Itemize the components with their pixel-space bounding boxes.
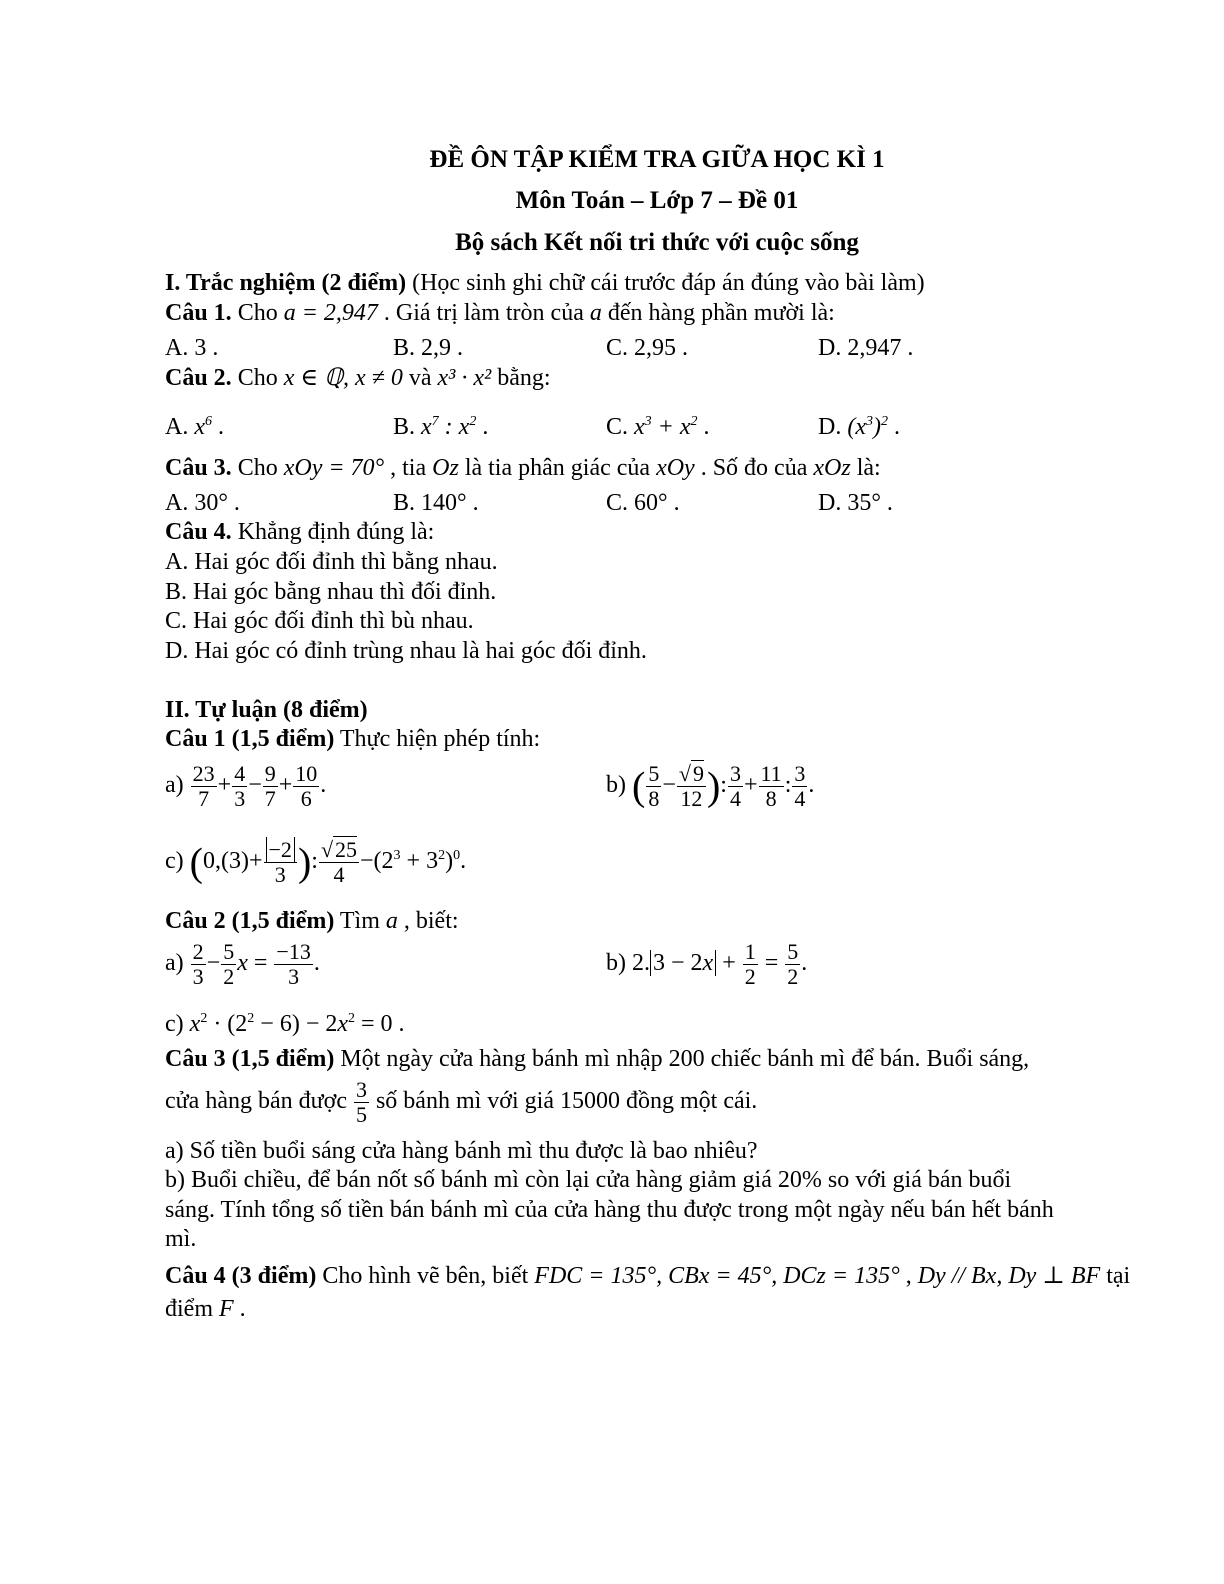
p2q1-line bbox=[165, 725, 540, 753]
q4-line bbox=[165, 518, 434, 546]
p2q3-text: số bánh mì với giá 15000 đồng một cái. bbox=[369, 1088, 758, 1115]
p2q3-label: Câu 3 (1,5 điểm) bbox=[165, 1046, 335, 1072]
p2q2-var: a bbox=[385, 908, 398, 934]
q1-option-c: C. 2,95 . bbox=[606, 335, 689, 361]
q3-text: , tia bbox=[384, 455, 433, 481]
p2q2-label: Câu 2 (1,5 điểm) bbox=[165, 908, 335, 934]
q3-text: . Số đo của bbox=[694, 455, 814, 481]
q1-var: a bbox=[589, 300, 602, 326]
exam-subject: Môn Toán – Lớp 7 – Đề 01 bbox=[515, 187, 799, 214]
p2q2-a-expression: a) $\frac{2}{3}$ − $\frac{5}{2}$ x = $\frac{-13}{3}$ . bbox=[165, 939, 320, 989]
q4-option-a: A. Hai góc đối đỉnh thì bằng nhau. bbox=[165, 549, 498, 575]
q2-math: x ∈ ℚ, x ≠ 0 bbox=[283, 365, 403, 391]
q3-option-a: A. 30° . bbox=[165, 490, 240, 516]
part1-heading-line bbox=[165, 269, 925, 297]
q1-label: Câu 1. bbox=[165, 300, 232, 326]
p2q3-line bbox=[165, 1045, 1029, 1073]
q3-text: Cho bbox=[231, 455, 284, 481]
part2-heading: II. Tự luận (8 điểm) bbox=[165, 697, 368, 723]
q3-text: là tia phân giác của bbox=[458, 455, 657, 481]
q2-text: bằng: bbox=[491, 365, 551, 391]
q1-math: a = 2,947 bbox=[283, 300, 378, 326]
p2q4-text: . bbox=[233, 1296, 246, 1322]
p2q2-b-expression: b) 2. 3 − 2x + $\frac{1}{2}$ = $\frac{5}{2}$ . bbox=[606, 939, 808, 989]
p2q4-math: Dy // Bx, Dy ⊥ BF bbox=[917, 1263, 1101, 1289]
q4-option-d: D. Hai góc có đỉnh trùng nhau là hai góc đối đỉnh. bbox=[165, 638, 647, 664]
p2q1-text: Thực hiện phép tính: bbox=[334, 726, 541, 752]
exam-book: Bộ sách Kết nối tri thức với cuộc sống bbox=[455, 229, 859, 256]
q3-line bbox=[165, 454, 881, 482]
q4-text: Khẳng định đúng là: bbox=[231, 519, 435, 545]
p2q4-text: điểm bbox=[165, 1296, 219, 1322]
p2q4-text: Cho hình vẽ bên, biết bbox=[316, 1263, 535, 1289]
p2q4-var: F bbox=[219, 1296, 234, 1322]
p2q1-a-expression: a) $\frac{23}{7}$ + $\frac{4}{3}$ − $\frac{9}{7}$ + $\frac{10}{6}$ . bbox=[165, 761, 327, 811]
q1-text: Cho bbox=[231, 300, 284, 326]
p2q2-text: Tìm bbox=[334, 908, 386, 934]
p2q2-c-expression: c) $x^2 \cdot (2^2 - 6) - 2x^2 = 0$ . bbox=[165, 1011, 405, 1037]
p2q1-b-expression: b) ( $\frac{5}{8}$ − $\frac{√9}{12}$ ): $\frac{3}{4}$ + $\frac{11}{8}$ : $\frac{3}{4}$ . bbox=[606, 761, 815, 811]
q3-text: là: bbox=[850, 455, 881, 481]
p2q3-b-line1: b) Buổi chiều, để bán nốt số bánh mì còn lại cửa hàng giảm giá 20% so với giá bán buổi bbox=[165, 1167, 1012, 1193]
p2q4-text: , bbox=[899, 1263, 918, 1289]
q1-option-b: B. 2,9 . bbox=[393, 335, 464, 361]
fraction-3-5: $\frac{3}{5}$ bbox=[355, 1077, 367, 1127]
q2-option-c: C. $x^3 + x^2$ . bbox=[606, 414, 710, 440]
q2-option-b: B. $x^7$ : $x^2$ . bbox=[393, 414, 489, 440]
q2-text: và bbox=[402, 365, 438, 391]
p2q3-b-line3: mì. bbox=[165, 1226, 197, 1252]
p2q3-text: Một ngày cửa hàng bánh mì nhập 200 chiếc bánh mì để bán. Buổi sáng, bbox=[334, 1046, 1030, 1072]
q2-option-d: D. $(x^3)^2$ . bbox=[818, 414, 900, 440]
q2-text: Cho bbox=[231, 365, 284, 391]
q3-option-c: C. 60° . bbox=[606, 490, 680, 516]
p2q3-a: a) Số tiền buổi sáng cửa hàng bánh mì thu được là bao nhiêu? bbox=[165, 1138, 758, 1164]
p2q4-line bbox=[165, 1262, 1130, 1290]
q4-option-c: C. Hai góc đối đỉnh thì bù nhau. bbox=[165, 608, 474, 634]
q1-text: . Giá trị làm tròn của bbox=[377, 300, 590, 326]
q1-option-a: A. 3 . bbox=[165, 335, 219, 361]
p2q1-label: Câu 1 (1,5 điểm) bbox=[165, 726, 335, 752]
p2q4-math: FDC = 135°, CBx = 45°, DCz = 135° bbox=[534, 1263, 900, 1289]
q3-math: xOz bbox=[813, 455, 851, 481]
exam-title: ĐỀ ÔN TẬP KIỂM TRA GIỮA HỌC KÌ 1 bbox=[429, 146, 885, 173]
p2q2-text: , biết: bbox=[397, 908, 459, 934]
p2q2-line bbox=[165, 907, 459, 935]
q1-option-d: D. 2,947 . bbox=[818, 335, 914, 361]
part1-heading: I. Trắc nghiệm (2 điểm) bbox=[165, 270, 407, 296]
q3-math: xOy = 70° bbox=[283, 455, 385, 481]
p2q1-c-expression: c) (0,(3)+ $\frac{-2}{3}$ ): $\frac{√25}{4}$ $-(2^3 + 3^2)^0$. bbox=[165, 837, 467, 887]
q4-label: Câu 4. bbox=[165, 519, 232, 545]
q2-label: Câu 2. bbox=[165, 365, 232, 391]
p2q4-line2 bbox=[165, 1295, 246, 1323]
q3-option-b: B. 140° . bbox=[393, 490, 479, 516]
q2-math: x³ · x² bbox=[437, 365, 492, 391]
q2-line bbox=[165, 364, 551, 392]
q3-option-d: D. 35° . bbox=[818, 490, 893, 516]
q1-text: đến hàng phần mười là: bbox=[601, 300, 835, 326]
p2q3-b-line2: sáng. Tính tổng số tiền bán bánh mì của cửa hàng thu được trong một ngày nếu bán hết bánh bbox=[165, 1197, 1054, 1223]
p2q4-text: tại bbox=[1100, 1263, 1131, 1289]
p2q3-text: cửa hàng bán được bbox=[165, 1088, 353, 1115]
q3-math: Oz bbox=[432, 455, 459, 481]
q1-line bbox=[165, 299, 835, 327]
part1-instruction: (Học sinh ghi chữ cái trước đáp án đúng vào bài làm) bbox=[406, 270, 925, 296]
q3-math: xOy bbox=[656, 455, 695, 481]
q3-label: Câu 3. bbox=[165, 455, 232, 481]
q4-option-b: B. Hai góc bằng nhau thì đối đỉnh. bbox=[165, 579, 497, 605]
p2q3-line2 bbox=[165, 1078, 757, 1127]
p2q4-label: Câu 4 (3 điểm) bbox=[165, 1263, 317, 1289]
q2-option-a: A. $x^6$ . bbox=[165, 414, 224, 440]
